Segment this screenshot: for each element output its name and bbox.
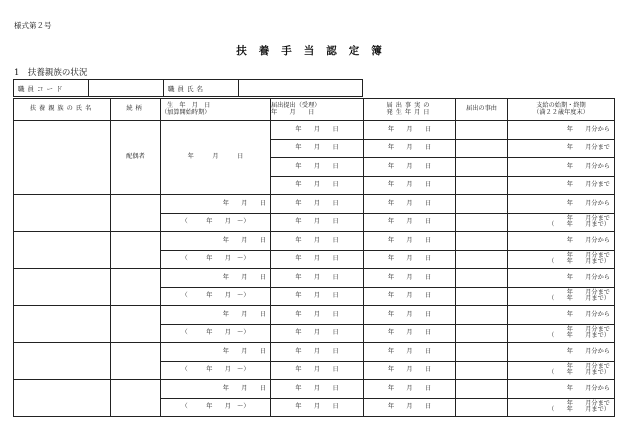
spouse-birth-cell[interactable]: 年 月 日 — [161, 121, 271, 195]
birth-date-cell[interactable]: 年 月 日 — [161, 232, 271, 251]
period-end-line2: （ 年 月まで） — [548, 406, 610, 414]
period-end-line1: 年 月分まで — [566, 362, 610, 370]
dependent-name-cell[interactable] — [14, 232, 111, 269]
event-date-cell[interactable]: 年 月 日 — [364, 287, 456, 306]
reason-cell[interactable] — [456, 380, 508, 399]
period-end-cell[interactable] — [508, 213, 615, 232]
period-cell[interactable]: 年 月分から — [508, 158, 615, 177]
col-period-line2: （満２２歳年度末） — [533, 108, 589, 116]
event-date-cell[interactable]: 年 月 日 — [364, 176, 456, 195]
table-row — [14, 306, 615, 325]
dependent-name-cell[interactable] — [14, 269, 111, 306]
col-filed-line2: 年 月 日 — [271, 108, 315, 116]
employee-header-table — [13, 79, 363, 97]
event-date-cell[interactable]: 年 月 日 — [364, 139, 456, 158]
dependent-name-cell[interactable] — [14, 380, 111, 417]
period-cell[interactable]: 年 月分まで — [508, 176, 615, 195]
add-start-cell[interactable]: （ 年 月 ～） — [161, 398, 271, 417]
dependent-relation-cell[interactable] — [111, 306, 161, 343]
reason-cell[interactable] — [456, 195, 508, 214]
add-start-cell[interactable]: （ 年 月 ～） — [161, 287, 271, 306]
period-end-cell[interactable] — [508, 361, 615, 380]
employee-code-field[interactable] — [89, 80, 164, 97]
period-end-cell[interactable] — [508, 324, 615, 343]
filed-date-cell[interactable]: 年 月 日 — [271, 287, 364, 306]
col-event-line1: 届出事実の — [386, 102, 433, 109]
period-end-cell[interactable] — [508, 250, 615, 269]
reason-cell[interactable] — [456, 269, 508, 288]
reason-cell[interactable] — [456, 306, 508, 325]
filed-date-cell[interactable]: 年 月 日 — [271, 213, 364, 232]
add-start-cell[interactable]: （ 年 月 ～） — [161, 250, 271, 269]
period-cell[interactable]: 年 月分から — [508, 380, 615, 399]
col-filed-line1: 届出提出（受理） — [271, 102, 321, 109]
reason-cell[interactable] — [456, 324, 508, 343]
event-date-cell[interactable]: 年 月 日 — [364, 361, 456, 380]
period-end-line1: 年 月分まで — [566, 251, 610, 259]
employee-name-label: 職員氏名 — [164, 80, 239, 97]
event-date-cell[interactable]: 年 月 日 — [364, 213, 456, 232]
add-start-cell[interactable]: （ 年 月 ～） — [161, 324, 271, 343]
dependent-relation-cell[interactable] — [111, 269, 161, 306]
filed-date-cell[interactable]: 年 月 日 — [271, 121, 364, 140]
reason-cell[interactable] — [456, 287, 508, 306]
period-end-line2: （ 年 月まで） — [548, 295, 610, 303]
event-date-cell[interactable]: 年 月 日 — [364, 306, 456, 325]
reason-cell[interactable] — [456, 361, 508, 380]
col-filed — [271, 99, 364, 121]
birth-date-cell[interactable]: 年 月 日 — [161, 343, 271, 362]
period-end-line1: 年 月分まで — [566, 399, 610, 407]
spouse-name-cell[interactable] — [14, 121, 111, 195]
filed-date-cell[interactable]: 年 月 日 — [271, 380, 364, 399]
event-date-cell[interactable]: 年 月 日 — [364, 121, 456, 140]
reason-cell[interactable] — [456, 398, 508, 417]
period-end-line1: 年 月分まで — [566, 288, 610, 296]
spouse-relation-cell: 配偶者 — [111, 121, 161, 195]
filed-date-cell[interactable]: 年 月 日 — [271, 176, 364, 195]
dependent-relation-cell[interactable] — [111, 343, 161, 380]
col-event — [364, 99, 456, 121]
period-cell[interactable]: 年 月分から — [508, 343, 615, 362]
filed-date-cell[interactable]: 年 月 日 — [271, 250, 364, 269]
filed-date-cell[interactable]: 年 月 日 — [271, 269, 364, 288]
reason-cell[interactable] — [456, 343, 508, 362]
dependent-name-cell[interactable] — [14, 306, 111, 343]
event-date-cell[interactable]: 年 月 日 — [364, 250, 456, 269]
birth-date-cell[interactable]: 年 月 日 — [161, 195, 271, 214]
event-date-cell[interactable]: 年 月 日 — [364, 398, 456, 417]
section-heading: 1 扶養親族の状況 — [14, 68, 88, 78]
period-end-cell[interactable] — [508, 398, 615, 417]
period-end-line2: （ 年 月まで） — [548, 221, 610, 229]
table-row — [14, 380, 615, 399]
event-date-cell[interactable]: 年 月 日 — [364, 232, 456, 251]
period-cell[interactable]: 年 月分から — [508, 232, 615, 251]
table-row — [14, 343, 615, 362]
period-end-line1: 年 月分まで — [566, 214, 610, 222]
period-end-cell[interactable] — [508, 287, 615, 306]
dependents-table — [13, 98, 615, 417]
page-title: 扶養手当認定簿 — [236, 45, 394, 57]
col-period-line1: 支給の始期・終期 — [536, 102, 586, 109]
period-cell[interactable]: 年 月分から — [508, 121, 615, 140]
col-event-line2: 発生年月日 — [386, 108, 433, 116]
period-end-line2: （ 年 月まで） — [548, 258, 610, 266]
event-date-cell[interactable]: 年 月 日 — [364, 158, 456, 177]
period-cell[interactable]: 年 月分から — [508, 195, 615, 214]
reason-cell[interactable] — [456, 232, 508, 251]
period-cell[interactable]: 年 月分から — [508, 269, 615, 288]
add-start-cell[interactable]: （ 年 月 ～） — [161, 361, 271, 380]
event-date-cell[interactable]: 年 月 日 — [364, 195, 456, 214]
birth-date-cell[interactable]: 年 月 日 — [161, 269, 271, 288]
event-date-cell[interactable]: 年 月 日 — [364, 269, 456, 288]
event-date-cell[interactable]: 年 月 日 — [364, 380, 456, 399]
filed-date-cell[interactable]: 年 月 日 — [271, 195, 364, 214]
filed-date-cell[interactable]: 年 月 日 — [271, 398, 364, 417]
filed-date-cell[interactable]: 年 月 日 — [271, 306, 364, 325]
table-row — [14, 121, 615, 140]
col-reason: 届出の事由 — [456, 99, 508, 121]
col-birth-line2: （加算開始時期） — [161, 108, 211, 116]
reason-cell[interactable] — [456, 158, 508, 177]
col-name: 扶養親族の氏名 — [14, 99, 111, 121]
reason-cell[interactable] — [456, 176, 508, 195]
add-start-cell[interactable]: （ 年 月 ～） — [161, 213, 271, 232]
filed-date-cell[interactable]: 年 月 日 — [271, 343, 364, 362]
period-end-line1: 年 月分まで — [566, 325, 610, 333]
table-row — [14, 195, 615, 214]
reason-cell[interactable] — [456, 121, 508, 140]
reason-cell[interactable] — [456, 139, 508, 158]
filed-date-cell[interactable]: 年 月 日 — [271, 139, 364, 158]
event-date-cell[interactable]: 年 月 日 — [364, 343, 456, 362]
period-end-line2: （ 年 月まで） — [548, 332, 610, 340]
filed-date-cell[interactable]: 年 月 日 — [271, 324, 364, 343]
period-cell[interactable]: 年 月分まで — [508, 139, 615, 158]
table-row — [14, 269, 615, 288]
period-end-line2: （ 年 月まで） — [548, 369, 610, 377]
birth-date-cell[interactable]: 年 月 日 — [161, 380, 271, 399]
event-date-cell[interactable]: 年 月 日 — [364, 324, 456, 343]
col-birth — [161, 99, 271, 121]
reason-cell[interactable] — [456, 250, 508, 269]
dependent-name-cell[interactable] — [14, 343, 111, 380]
table-header-row — [14, 99, 615, 121]
col-relation: 続柄 — [111, 99, 161, 121]
reason-cell[interactable] — [456, 213, 508, 232]
col-period — [508, 99, 615, 121]
employee-name-field[interactable] — [239, 80, 363, 97]
birth-date-cell[interactable]: 年 月 日 — [161, 306, 271, 325]
filed-date-cell[interactable]: 年 月 日 — [271, 158, 364, 177]
dependent-name-cell[interactable] — [14, 195, 111, 232]
employee-code-label: 職員コード — [14, 80, 89, 97]
filed-date-cell[interactable]: 年 月 日 — [271, 361, 364, 380]
dependent-relation-cell[interactable] — [111, 380, 161, 417]
filed-date-cell[interactable]: 年 月 日 — [271, 232, 364, 251]
period-cell[interactable]: 年 月分から — [508, 306, 615, 325]
col-birth-line1: 生 年 月 日 — [167, 102, 211, 109]
form-number: 様式第２号 — [14, 21, 52, 30]
dependent-relation-cell[interactable] — [111, 195, 161, 232]
dependent-relation-cell[interactable] — [111, 232, 161, 269]
table-row — [14, 232, 615, 251]
